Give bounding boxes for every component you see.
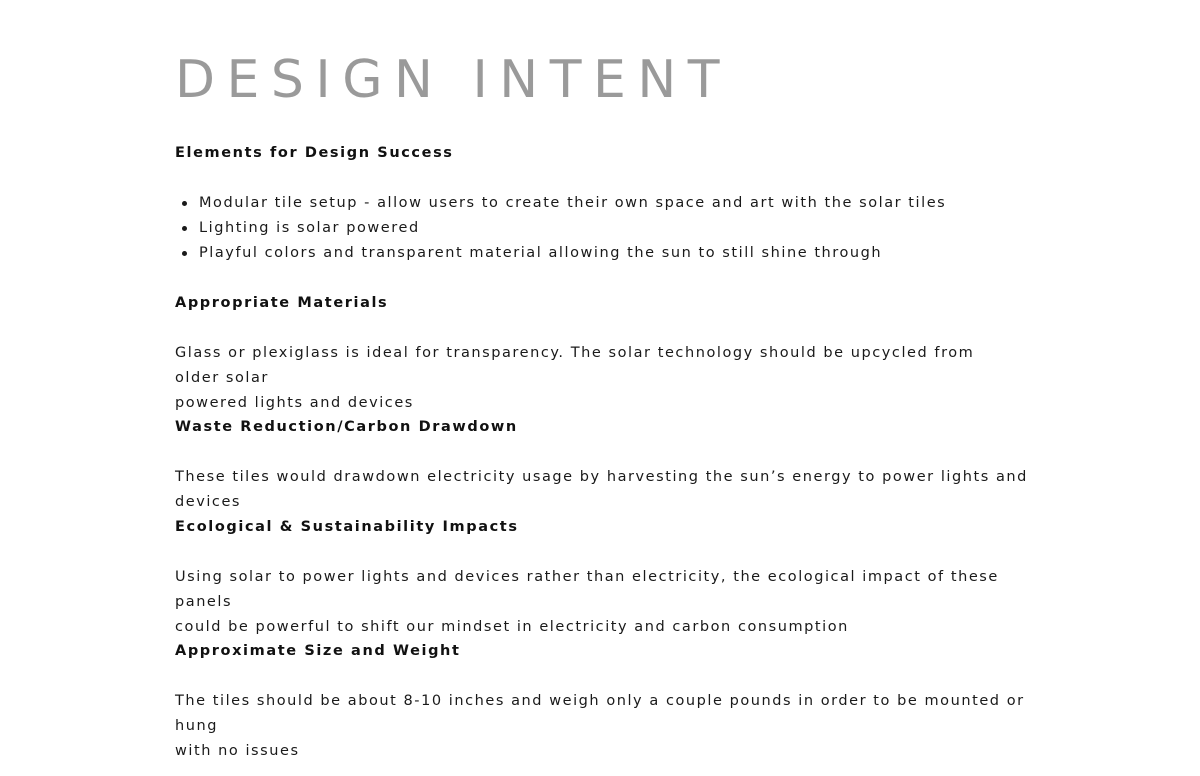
section-heading-ecological: Ecological & Sustainability Impacts — [175, 519, 519, 535]
section-heading-waste-reduction: Waste Reduction/Carbon Drawdown — [175, 419, 518, 435]
section-heading-materials: Appropriate Materials — [175, 295, 389, 311]
bullet-dot-icon — [182, 226, 187, 231]
list-item-text: Lighting is solar powered — [199, 220, 420, 236]
paragraph-line: powered lights and devices — [175, 395, 414, 411]
paragraph-materials — [175, 341, 1025, 416]
list-item — [175, 191, 946, 216]
paragraph-line: with no issues — [175, 743, 300, 759]
paragraph-ecological — [175, 565, 1025, 640]
paragraph-waste-reduction — [175, 465, 1075, 515]
bullet-dot-icon — [182, 251, 187, 256]
section-heading-elements: Elements for Design Success — [175, 145, 454, 161]
paragraph-line: could be powerful to shift our mindset in electricity and carbon consumption — [175, 619, 849, 635]
list-item-text: Playful colors and transparent material allowing the sun to still shine through — [199, 245, 883, 261]
paragraph-line: Glass or plexiglass is ideal for transparency. The solar technology should be upcycled from older solar — [175, 345, 975, 386]
paragraph-size-weight — [175, 689, 1025, 764]
list-item — [175, 216, 946, 241]
paragraph-line: The tiles should be about 8-10 inches and weigh only a couple pounds in order to be mounted or hung — [175, 693, 1025, 734]
page-title: DESIGN INTENT — [175, 50, 731, 110]
paragraph-line: Using solar to power lights and devices rather than electricity, the ecological impact of these panels — [175, 569, 999, 610]
list-item-text: Modular tile setup - allow users to create their own space and art with the solar tiles — [199, 195, 947, 211]
list-item — [175, 241, 946, 266]
bullet-list-elements — [175, 191, 946, 266]
bullet-dot-icon — [182, 201, 187, 206]
paragraph-line: These tiles would drawdown electricity usage by harvesting the sun’s energy to power lights and devices — [175, 469, 1028, 510]
section-heading-size-weight: Approximate Size and Weight — [175, 643, 461, 659]
